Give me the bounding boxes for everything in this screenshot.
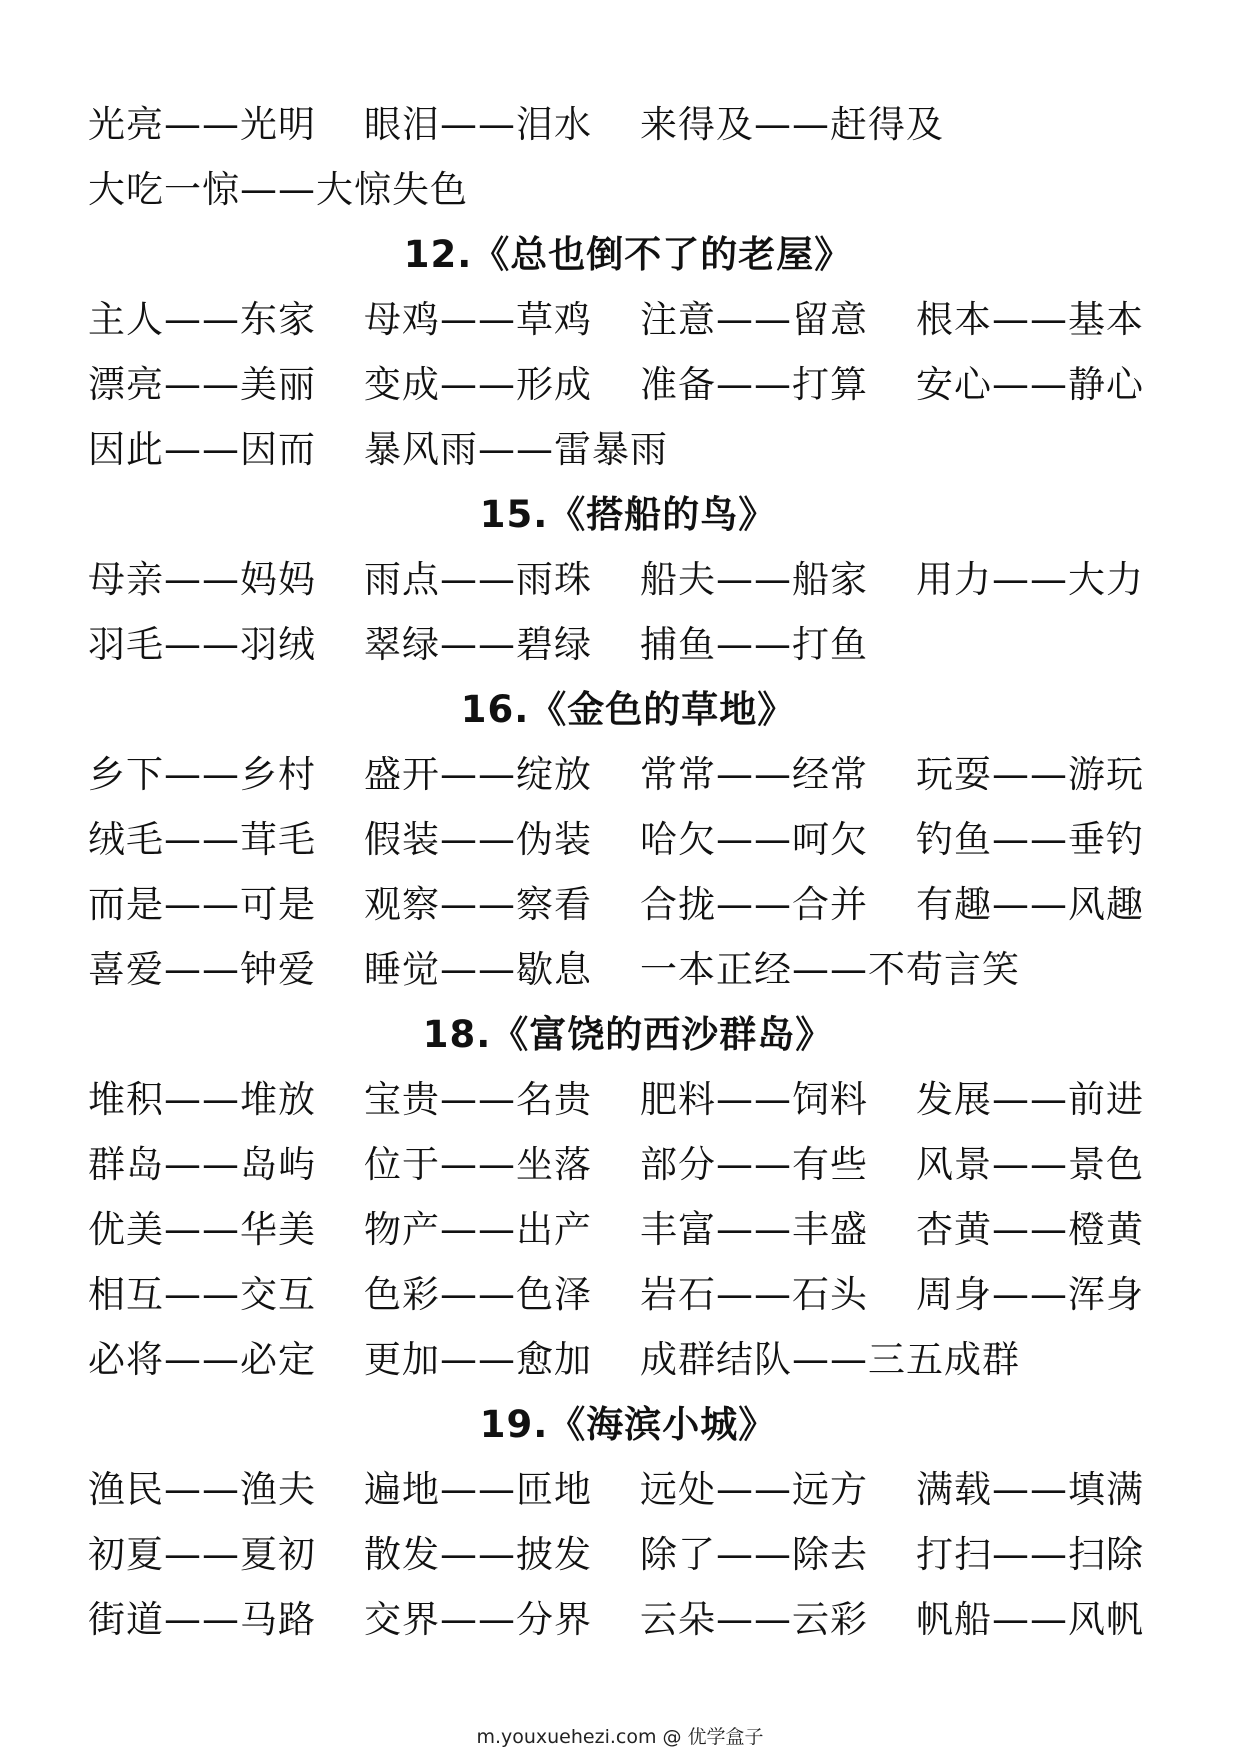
synonym-pair: 帆船——风帆: [916, 1597, 1144, 1641]
section-title: 19.《海滨小城》: [479, 1402, 777, 1446]
synonym-pair: 堆积——堆放: [88, 1077, 316, 1121]
synonym-pair: 观察——察看: [364, 882, 592, 926]
synonym-pair: 羽毛——羽绒: [88, 622, 316, 666]
synonym-pair: 风景——景色: [916, 1142, 1144, 1186]
word-pair-row: [88, 1453, 1168, 1518]
synonym-pair: 街道——马路: [88, 1597, 316, 1641]
synonym-pair: 相互——交互: [88, 1272, 316, 1316]
synonym-pair: 乡下——乡村: [88, 752, 316, 796]
synonym-pair: 必将——必定: [88, 1337, 316, 1381]
synonym-pair: 周身——浑身: [916, 1272, 1144, 1316]
synonym-pair: 远处——远方: [640, 1467, 868, 1511]
synonym-pair: 一本正经——不苟言笑: [640, 947, 1020, 991]
synonym-pair: 优美——华美: [88, 1207, 316, 1251]
word-pair-row: [88, 1323, 1168, 1388]
synonym-pair: 位于——坐落: [364, 1142, 592, 1186]
synonym-pair: 来得及——赶得及: [640, 102, 944, 146]
word-pair-row: [88, 543, 1168, 608]
synonym-pair: 打扫——扫除: [916, 1532, 1144, 1576]
word-pair-row: [88, 803, 1168, 868]
synonym-pair: 发展——前进: [916, 1077, 1144, 1121]
section-title: 16.《金色的草地》: [460, 687, 796, 731]
synonym-pair: 绒毛——茸毛: [88, 817, 316, 861]
word-pair-row: [88, 933, 1168, 998]
synonym-pair: 眼泪——泪水: [364, 102, 592, 146]
synonym-pair: 交界——分界: [364, 1597, 592, 1641]
synonym-pair: 漂亮——美丽: [88, 362, 316, 406]
word-pair-row: [88, 1583, 1168, 1648]
synonym-pair: 遍地——匝地: [364, 1467, 592, 1511]
synonym-pair: 合拢——合并: [640, 882, 868, 926]
synonym-pair: 肥料——饲料: [640, 1077, 868, 1121]
synonym-pair: 丰富——丰盛: [640, 1207, 868, 1251]
synonym-pair: 根本——基本: [916, 297, 1144, 341]
word-pair-row: [88, 1258, 1168, 1323]
synonym-pair: 注意——留意: [640, 297, 868, 341]
synonym-pair: 杏黄——橙黄: [916, 1207, 1144, 1251]
synonym-pair: 主人——东家: [88, 297, 316, 341]
word-pair-row: [88, 1063, 1168, 1128]
synonym-pair: 而是——可是: [88, 882, 316, 926]
synonym-pair: 散发——披发: [364, 1532, 592, 1576]
synonym-pair: 群岛——岛屿: [88, 1142, 316, 1186]
section-title: 12.《总也倒不了的老屋》: [403, 232, 853, 276]
synonym-pair: 有趣——风趣: [916, 882, 1144, 926]
word-pair-row: [88, 1518, 1168, 1583]
synonym-pair: 部分——有些: [640, 1142, 868, 1186]
synonym-pair: 除了——除去: [640, 1532, 868, 1576]
synonym-pair: 云朵——云彩: [640, 1597, 868, 1641]
synonym-pair: 用力——大力: [916, 557, 1144, 601]
synonym-pair: 雨点——雨珠: [364, 557, 592, 601]
synonym-pair: 初夏——夏初: [88, 1532, 316, 1576]
synonym-pair: 渔民——渔夫: [88, 1467, 316, 1511]
synonym-pair: 物产——出产: [364, 1207, 592, 1251]
synonym-pair: 宝贵——名贵: [364, 1077, 592, 1121]
synonym-pair: 色彩——色泽: [364, 1272, 592, 1316]
synonym-pair: 假装——伪装: [364, 817, 592, 861]
synonym-pair: 光亮——光明: [88, 102, 316, 146]
word-pair-row: [88, 608, 1168, 673]
synonym-pair: 更加——愈加: [364, 1337, 592, 1381]
word-pair-row: [88, 868, 1168, 933]
footer-watermark: m.youxuehezi.com @ 优学盒子: [476, 1726, 764, 1748]
section-title: 15.《搭船的鸟》: [479, 492, 777, 536]
synonym-pair: 暴风雨——雷暴雨: [364, 427, 668, 471]
document-content: [88, 88, 1168, 1648]
synonym-pair: 母鸡——草鸡: [364, 297, 592, 341]
section-title: 18.《富饶的西沙群岛》: [422, 1012, 834, 1056]
synonym-pair: 翠绿——碧绿: [364, 622, 592, 666]
word-pair-row: [88, 1193, 1168, 1258]
synonym-pair: 哈欠——呵欠: [640, 817, 868, 861]
synonym-pair: 睡觉——歇息: [364, 947, 592, 991]
word-pair-row: [88, 413, 1168, 478]
synonym-pair: 船夫——船家: [640, 557, 868, 601]
synonym-pair: 喜爱——钟爱: [88, 947, 316, 991]
synonym-pair: 母亲——妈妈: [88, 557, 316, 601]
synonym-pair: 捕鱼——打鱼: [640, 622, 868, 666]
synonym-pair: 成群结队——三五成群: [640, 1337, 1020, 1381]
synonym-pair: 常常——经常: [640, 752, 868, 796]
word-pair-row: [88, 153, 1168, 218]
synonym-pair: 钓鱼——垂钓: [916, 817, 1144, 861]
synonym-pair: 盛开——绽放: [364, 752, 592, 796]
synonym-pair: 岩石——石头: [640, 1272, 868, 1316]
synonym-pair: 变成——形成: [364, 362, 592, 406]
synonym-pair: 大吃一惊——大惊失色: [88, 167, 468, 211]
word-pair-row: [88, 738, 1168, 803]
word-pair-row: [88, 348, 1168, 413]
word-pair-row: [88, 283, 1168, 348]
synonym-pair: 准备——打算: [640, 362, 868, 406]
synonym-pair: 满载——填满: [916, 1467, 1144, 1511]
synonym-pair: 安心——静心: [916, 362, 1144, 406]
synonym-pair: 玩耍——游玩: [916, 752, 1144, 796]
word-pair-row: [88, 1128, 1168, 1193]
word-pair-row: [88, 88, 1168, 153]
synonym-pair: 因此——因而: [88, 427, 316, 471]
